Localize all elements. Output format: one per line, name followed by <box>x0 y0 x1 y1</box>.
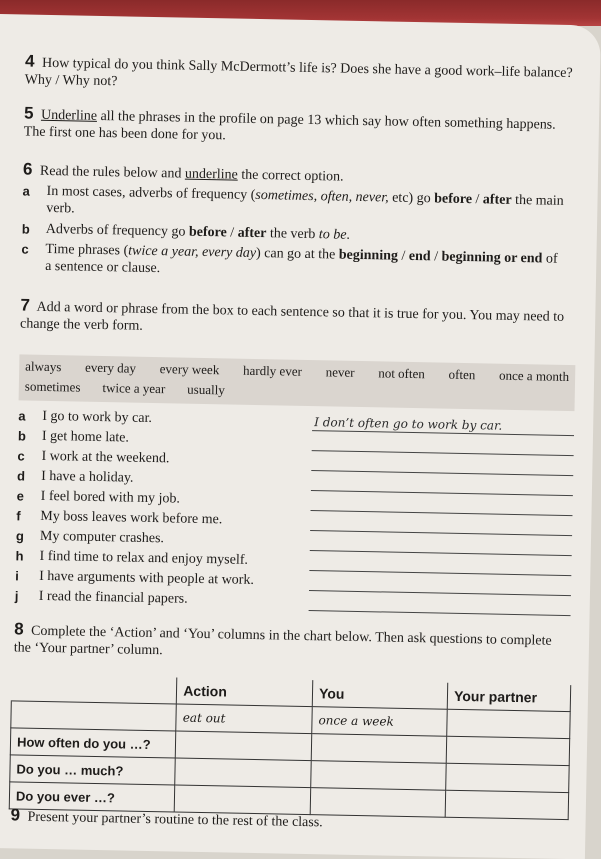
chart-cell[interactable] <box>446 763 569 792</box>
word-chip: sometimes <box>24 378 81 395</box>
word-chip: once a month <box>498 367 570 384</box>
sentence-b: b I get home late. <box>17 428 130 446</box>
option[interactable]: after <box>237 225 267 242</box>
textbook-page <box>0 14 601 859</box>
exercise-text: Complete the ‘Action’ and ‘You’ columns in the chart below. Then ask questions to complete the ‘Your partner’ column. <box>13 623 552 659</box>
sentence-j: j I read the financial papers. <box>14 588 188 607</box>
word-box <box>19 354 576 411</box>
chart-cell[interactable] <box>175 758 311 788</box>
word-chip: every week <box>159 361 220 378</box>
chart-cell[interactable]: once a week <box>312 707 448 737</box>
option[interactable]: end <box>408 248 431 265</box>
option[interactable]: beginning or end <box>441 249 543 267</box>
sentence-i: i I have arguments with people at work. <box>15 568 255 588</box>
sentence-e: e I feel bored with my job. <box>16 488 181 507</box>
frequency-chart <box>9 674 571 820</box>
exercise-text: Read the rules below and <box>39 163 186 182</box>
word-chip: not often <box>378 365 426 382</box>
sentence-f: f My boss leaves work before me. <box>16 508 223 528</box>
exercise-7 <box>20 296 576 343</box>
sentence-c: c I work at the weekend. <box>17 448 170 467</box>
exercise-number: 6 <box>22 159 33 179</box>
option[interactable]: before <box>433 191 473 208</box>
sentence-d: d I have a holiday. <box>16 468 134 486</box>
handwritten-answer: I don’t often go to work by car. <box>314 415 503 433</box>
sentence-g: g My computer crashes. <box>15 528 165 547</box>
header-cell: You <box>312 680 448 709</box>
word-chip: always <box>25 358 62 375</box>
exercise-number: 5 <box>23 103 34 123</box>
option[interactable]: beginning <box>338 247 399 264</box>
word-chip: often <box>448 366 476 383</box>
rule-text: In most cases, adverbs of frequency (sometimes, often, never, etc) go before / after the main verb. <box>46 183 564 217</box>
header-cell: Your partner <box>447 683 570 712</box>
header-cell: Action <box>177 678 313 707</box>
sentence-h: h I find time to relax and enjoy myself. <box>15 548 249 568</box>
word-chip: twice a year <box>102 380 166 397</box>
exercise-number: 4 <box>24 51 35 71</box>
exercise-8 <box>14 620 570 667</box>
exercise-number: 8 <box>14 619 24 639</box>
row-label <box>11 701 177 731</box>
exercise-5 <box>24 104 580 151</box>
exercise-text: Add a word or phrase from the box to each sentence so that it is true for you. You may need to change the verb form. <box>19 299 565 334</box>
word-chip: hardly ever <box>242 362 303 379</box>
header-cell <box>11 674 177 704</box>
exercise-text: all the phrases in the profile on page 13 which say how often something happens. The first one has been done for you. <box>23 108 556 144</box>
chart-cell[interactable]: eat out <box>176 704 312 734</box>
option[interactable]: before <box>188 224 227 241</box>
rule-text: Time phrases (twice a year, every day) can go at the beginning / end / beginning or end of a sentence or clause. <box>45 241 558 277</box>
item-letter: b <box>21 221 30 237</box>
exercise-4 <box>25 52 581 99</box>
underline-keyword: underline <box>184 166 238 183</box>
underline-keyword: Underline <box>40 107 98 124</box>
chart-cell[interactable] <box>447 709 570 738</box>
word-chip: usually <box>187 381 225 398</box>
row-label: Do you ever …? <box>9 782 175 812</box>
exercise-number: 7 <box>20 295 31 315</box>
chart-cell[interactable] <box>175 731 311 761</box>
answer-line[interactable] <box>309 592 571 616</box>
word-chip: every day <box>84 359 137 376</box>
rule-c <box>21 240 567 284</box>
rule-text: Adverbs of frequency go before / after the verb to be. <box>45 221 351 243</box>
word-chip: never <box>325 364 355 380</box>
chart-cell[interactable] <box>311 761 447 791</box>
item-letter: a <box>22 183 30 199</box>
chart-cell[interactable] <box>311 734 447 764</box>
row-label: How often do you …? <box>10 728 176 758</box>
item-letter: c <box>21 241 29 257</box>
sentence-a: a I go to work by car. <box>18 408 153 426</box>
option[interactable]: after <box>482 192 512 208</box>
rule-a <box>22 182 568 226</box>
exercise-text: Present your partner’s routine to the rest of the class. <box>27 809 323 831</box>
exercise-text: How typical do you think Sally McDermott’s life is? Does she have a good work–life balance? Why / Why not? <box>24 55 573 90</box>
row-label: Do you … much? <box>10 755 176 785</box>
exercise-number: 9 <box>10 805 21 825</box>
chart-cell[interactable] <box>446 736 569 765</box>
exercise-text: the correct option. <box>237 167 344 185</box>
